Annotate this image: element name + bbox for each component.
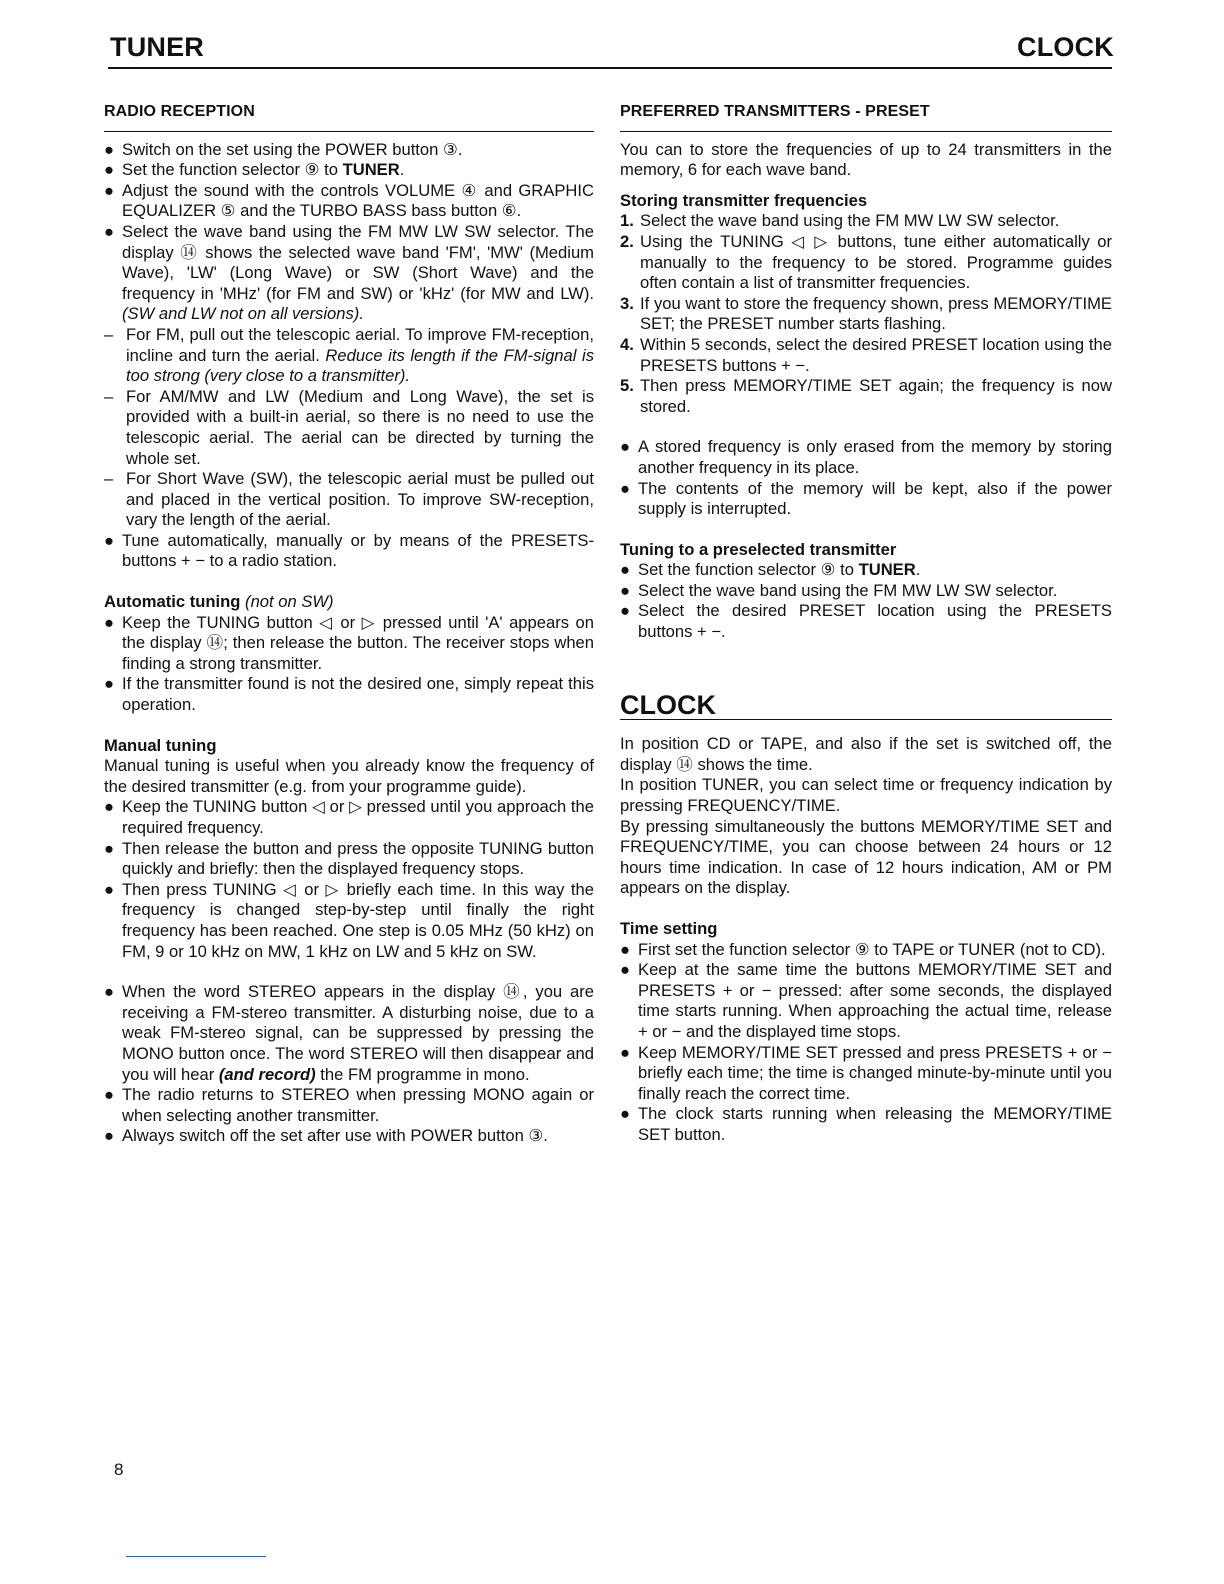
- step-item: 2. Using the TUNING ◁ ▷ buttons, tune either automatically or manually to the frequency to be stored. Programme guides often contain a list of transmitter frequencies.: [620, 231, 1112, 293]
- list-item: ● The contents of the memory will be kept, also if the power supply is interrupted.: [620, 478, 1112, 519]
- list-item: ● When the word STEREO appears in the display ⑭, you are receiving a FM-stereo transmitter. A disturbing noise, due to a weak FM-stereo signal, can be suppressed by pressing the MONO button once. The word STEREO will then disappear and you will hear (and record) the FM programme in mono.: [104, 982, 594, 1084]
- preset-intro: You can to store the frequencies of up to 24 transmitters in the memory, 6 for each wave band.: [620, 139, 1112, 180]
- list-item: ● Keep the TUNING button ◁ or ▷ pressed until you approach the required frequency.: [104, 797, 594, 837]
- step-item: 5. Then press MEMORY/TIME SET again; the frequency is now stored.: [620, 376, 1112, 416]
- list-item: ● Select the desired PRESET location using the PRESETS buttons + −.: [620, 601, 1112, 642]
- tuning-preselected-title: Tuning to a preselected transmitter: [620, 539, 897, 559]
- automatic-tuning-title: Automatic tuning (not on SW): [104, 592, 334, 612]
- list-item: – For FM, pull out the telescopic aerial. To improve FM-reception, incline and turn the aerial. Reduce its length if the FM-signal is too strong (very close to a transmitter).: [104, 324, 594, 386]
- manual-tuning-intro: Manual tuning is useful when you already know the frequency of the desired transmitter (e.g. from your programme guide).: [104, 756, 594, 796]
- header-rule: [108, 67, 1112, 69]
- clock-paragraph: In position TUNER, you can select time or frequency indication by pressing FREQUENCY/TIME.: [620, 775, 1112, 816]
- list-item: ● Then press TUNING ◁ or ▷ briefly each time. In this way the frequency is changed step-by-step until finally the right frequency has been reached. One step is 0.05 MHz (50 kHz) on FM, 9 or 10 kHz on MW, 1 kHz on LW and 5 kHz on SW.: [104, 879, 594, 961]
- list-item: ● First set the function selector ⑨ to TAPE or TUNER (not to CD).: [620, 939, 1106, 959]
- list-item: ● The clock starts running when releasing the MEMORY/TIME SET button.: [620, 1104, 1112, 1144]
- right-column: [620, 102, 1112, 1146]
- page-number: 8: [114, 1460, 124, 1479]
- manual-tuning-title: Manual tuning: [104, 735, 217, 755]
- list-item: ● Switch on the set using the POWER button ③.: [104, 139, 463, 159]
- list-item: ● Select the wave band using the FM MW LW SW selector. The display ⑭ shows the selected wave band 'FM', 'MW' (Medium Wave), 'LW' (Long Wave) or SW (Short Wave) and the frequency in 'MHz' (for FM and SW) or 'kHz' (for MW and LW). (SW and LW not on all versions).: [104, 221, 594, 324]
- time-setting-title: Time setting: [620, 919, 718, 938]
- preset-title: PREFERRED TRANSMITTERS - PRESET: [620, 102, 1112, 132]
- list-item: ● Always switch off the set after use with POWER button ③.: [104, 1126, 548, 1146]
- list-item: ● Keep MEMORY/TIME SET pressed and press PRESETS + or − briefly each time; the time is changed minute-by-minute until you finally reach the correct time.: [620, 1042, 1112, 1103]
- list-item: ● Set the function selector ⑨ to TUNER.: [620, 560, 921, 580]
- step-item: 4. Within 5 seconds, select the desired PRESET location using the PRESETS buttons + −.: [620, 334, 1112, 375]
- list-item: ● Tune automatically, manually or by means of the PRESETS-buttons + − to a radio station.: [104, 530, 594, 571]
- radio-reception-title: RADIO RECEPTION: [104, 102, 594, 132]
- page-header-left: TUNER: [110, 32, 204, 62]
- clock-section-title: CLOCK: [620, 695, 1112, 721]
- list-item: ● Keep the TUNING button ◁ or ▷ pressed until 'A' appears on the display ⑭; then release the button. The receiver stops when finding a strong transmitter.: [104, 612, 594, 673]
- clock-paragraph: By pressing simultaneously the buttons MEMORY/TIME SET and FREQUENCY/TIME, you can choose between 24 hours or 12 hours time indication. In case of 12 hours indication, AM or PM appears on the display.: [620, 816, 1112, 898]
- footer-rule: [126, 1556, 266, 1557]
- step-item: 3. If you want to store the frequency shown, press MEMORY/TIME SET; the PRESET number starts flashing.: [620, 293, 1112, 334]
- clock-paragraph: In position CD or TAPE, and also if the set is switched off, the display ⑭ shows the time.: [620, 734, 1112, 774]
- list-item: – For Short Wave (SW), the telescopic aerial must be pulled out and placed in the vertical position. To improve SW-reception, vary the length of the aerial.: [104, 469, 594, 530]
- list-item: – For AM/MW and LW (Medium and Long Wave), the set is provided with a built-in aerial, so there is no need to use the telescopic aerial. The aerial can be directed by turning the whole set.: [104, 386, 594, 468]
- step-item: 1. Select the wave band using the FM MW LW SW selector.: [620, 211, 1060, 231]
- list-item: ● Then release the button and press the opposite TUNING button quickly and briefly: then the displayed frequency stops.: [104, 838, 594, 879]
- storing-title: Storing transmitter frequencies: [620, 190, 868, 210]
- list-item: ● If the transmitter found is not the desired one, simply repeat this operation.: [104, 674, 594, 715]
- list-item: ● Adjust the sound with the controls VOLUME ④ and GRAPHIC EQUALIZER ⑤ and the TURBO BASS bass button ⑥.: [104, 180, 594, 221]
- page-header-right: CLOCK: [1017, 32, 1114, 62]
- list-item: ● Select the wave band using the FM MW LW SW selector.: [620, 580, 1058, 600]
- left-column: [104, 102, 594, 1147]
- list-item: ● Keep at the same time the buttons MEMORY/TIME SET and PRESETS + or − pressed: after some seconds, the displayed time starts running. When approaching the actual time, release + or − and the displayed time stops.: [620, 960, 1112, 1041]
- list-item: ● The radio returns to STEREO when pressing MONO again or when selecting another transmitter.: [104, 1085, 594, 1125]
- list-item: ● Set the function selector ⑨ to TUNER.: [104, 160, 405, 180]
- list-item: ● A stored frequency is only erased from the memory by storing another frequency in its place.: [620, 437, 1112, 477]
